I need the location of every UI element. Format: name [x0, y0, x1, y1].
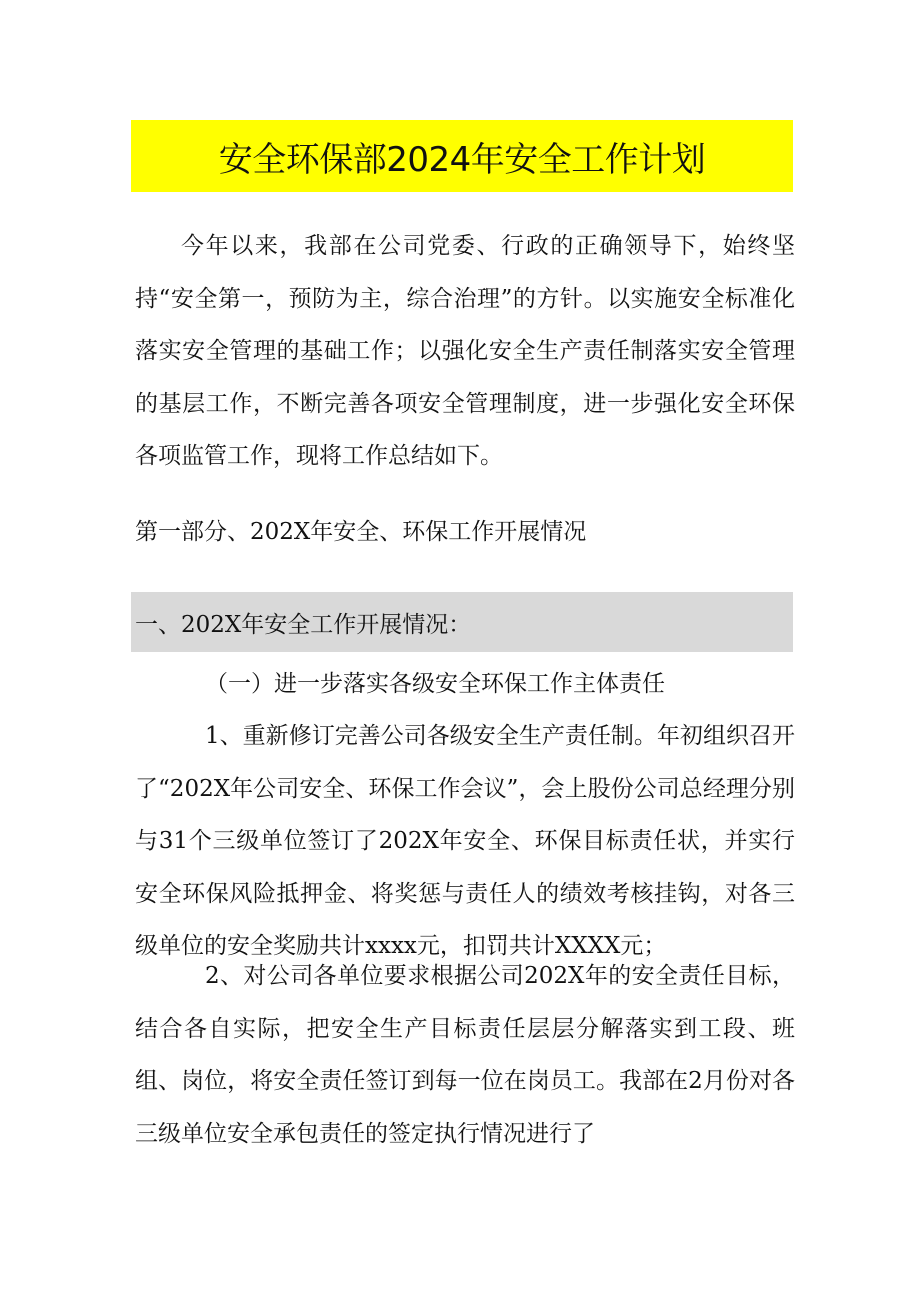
subsection-heading: （一）进一步落实各级安全环保工作主体责任 [205, 671, 665, 697]
section-heading-band [131, 592, 793, 652]
part-heading: 第一部分、202X年安全、环保工作开展情况 [135, 519, 587, 545]
title-banner [131, 120, 793, 192]
section-heading: 一、202X年安全工作开展情况： [135, 611, 472, 638]
document-title: 安全环保部2024年安全工作计划 [218, 139, 706, 180]
item-1-paragraph: 1、重新修订完善公司各级安全生产责任制。年初组织召开了“202X年公司安全、环保工作会议”，会上股份公司总经理分别与31个三级单位签订了202X年安全、环保目标责任状，并实行安全环保风险抵押金、将奖惩与责任人的绩效考核挂钩，对各三级单位的安全奖励共计xxxx元，扣罚共计XXXX元； [135, 723, 795, 959]
item-2-paragraph: 2、对公司各单位要求根据公司202X年的安全责任目标，结合各自实际，把安全生产目标责任层层分解落实到工段、班组、岗位，将安全责任签订到每一位在岗员工。我部在2月份对各三级单位安全承包责任的签定执行情况进行了 [135, 963, 795, 1147]
intro-paragraph: 今年以来，我部在公司党委、行政的正确领导下，始终坚持“安全第一，预防为主，综合治理”的方针。以实施安全标准化落实安全管理的基础工作；以强化安全生产责任制落实安全管理的基层工作，不断完善各项安全管理制度，进一步强化安全环保各项监管工作，现将工作总结如下。 [135, 233, 795, 469]
